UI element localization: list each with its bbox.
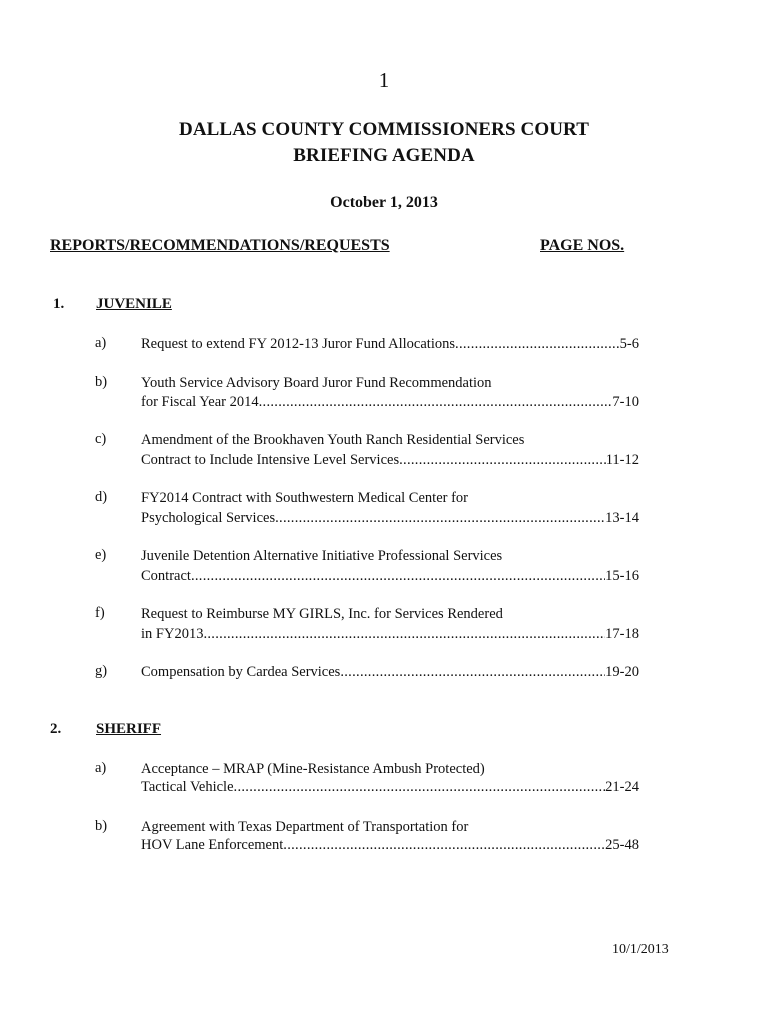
agenda-item-line (141, 778, 639, 797)
agenda-item-line (141, 374, 639, 393)
footer-date: 10/1/2013 (612, 942, 669, 957)
agenda-item-text: HOV Lane Enforcement (141, 837, 284, 853)
dot-leader (283, 836, 605, 855)
item-letter: c) (95, 431, 107, 447)
agenda-item-line (141, 818, 639, 837)
agenda-item-text: Compensation by Cardea Services (141, 664, 341, 680)
page-range: 11-12 (605, 452, 639, 468)
agenda-item-text: Request to Reimburse MY GIRLS, Inc. for Services Rendered (141, 606, 503, 622)
agenda-item-text: Youth Service Advisory Board Juror Fund Recommendation (141, 375, 492, 391)
page-range: 21-24 (605, 779, 639, 795)
agenda-item-text: Request to extend FY 2012-13 Juror Fund Allocations (141, 336, 456, 352)
dot-leader (191, 567, 605, 586)
page-range: 19-20 (605, 664, 639, 680)
section-title: JUVENILE (96, 296, 172, 312)
page-range: 15-16 (605, 568, 639, 584)
agenda-item-line (141, 605, 639, 624)
page-range: 17-18 (605, 626, 639, 642)
item-letter: a) (95, 335, 107, 351)
agenda-item-text: in FY2013 (141, 626, 204, 642)
item-letter: b) (95, 374, 108, 390)
agenda-item-line (141, 547, 639, 566)
dot-leader (340, 663, 605, 682)
agenda-item-text: Contract to Include Intensive Level Services (141, 452, 400, 468)
document-title-line1: DALLAS COUNTY COMMISSIONERS COURT (179, 119, 589, 140)
agenda-date: October 1, 2013 (330, 194, 438, 211)
dot-leader (275, 509, 605, 528)
agenda-item-line (141, 663, 639, 682)
agenda-item-text: Contract (141, 568, 191, 584)
agenda-item-text: Agreement with Texas Department of Transportation for (141, 819, 469, 835)
agenda-item-line (141, 567, 639, 586)
dot-leader (259, 393, 613, 412)
page-range: 25-48 (605, 837, 639, 853)
page-range: 13-14 (605, 510, 639, 526)
item-letter: a) (95, 760, 107, 776)
section-number: 2. (50, 721, 62, 737)
agenda-item-text: FY2014 Contract with Southwestern Medical Center for (141, 490, 468, 506)
agenda-item-line (141, 489, 639, 508)
agenda-item-line (141, 335, 639, 354)
section-number: 1. (53, 296, 65, 312)
dot-leader (455, 335, 620, 354)
dot-leader (234, 778, 606, 797)
agenda-item-line (141, 451, 639, 470)
item-letter: g) (95, 663, 108, 679)
item-letter: e) (95, 547, 107, 563)
agenda-item-line (141, 625, 639, 644)
document-title-line2: BRIEFING AGENDA (293, 145, 475, 166)
agenda-item-text: Acceptance – MRAP (Mine-Resistance Ambush Protected) (141, 761, 485, 777)
page-range: 5-6 (619, 336, 639, 352)
page-number: 1 (378, 68, 390, 92)
dot-leader (399, 451, 606, 470)
agenda-item-line (141, 836, 639, 855)
section-title: SHERIFF (96, 721, 162, 737)
column-header-reports: REPORTS/RECOMMENDATIONS/REQUESTS (50, 237, 390, 254)
column-header-page-nos: PAGE NOS. (540, 237, 625, 254)
agenda-item-text: Psychological Services (141, 510, 276, 526)
agenda-item-text: Amendment of the Brookhaven Youth Ranch Residential Services (141, 432, 525, 448)
item-letter: d) (95, 489, 108, 505)
agenda-item-text: Juvenile Detention Alternative Initiative Professional Services (141, 548, 503, 564)
page-range: 7-10 (612, 394, 639, 410)
dot-leader (203, 625, 605, 644)
agenda-item-text: Tactical Vehicle (141, 779, 234, 795)
agenda-item-line (141, 431, 639, 450)
item-letter: b) (95, 818, 108, 834)
item-letter: f) (95, 605, 105, 621)
agenda-item-text: for Fiscal Year 2014 (141, 394, 259, 410)
agenda-item-line (141, 760, 639, 779)
agenda-item-line (141, 509, 639, 528)
agenda-item-line (141, 393, 639, 412)
